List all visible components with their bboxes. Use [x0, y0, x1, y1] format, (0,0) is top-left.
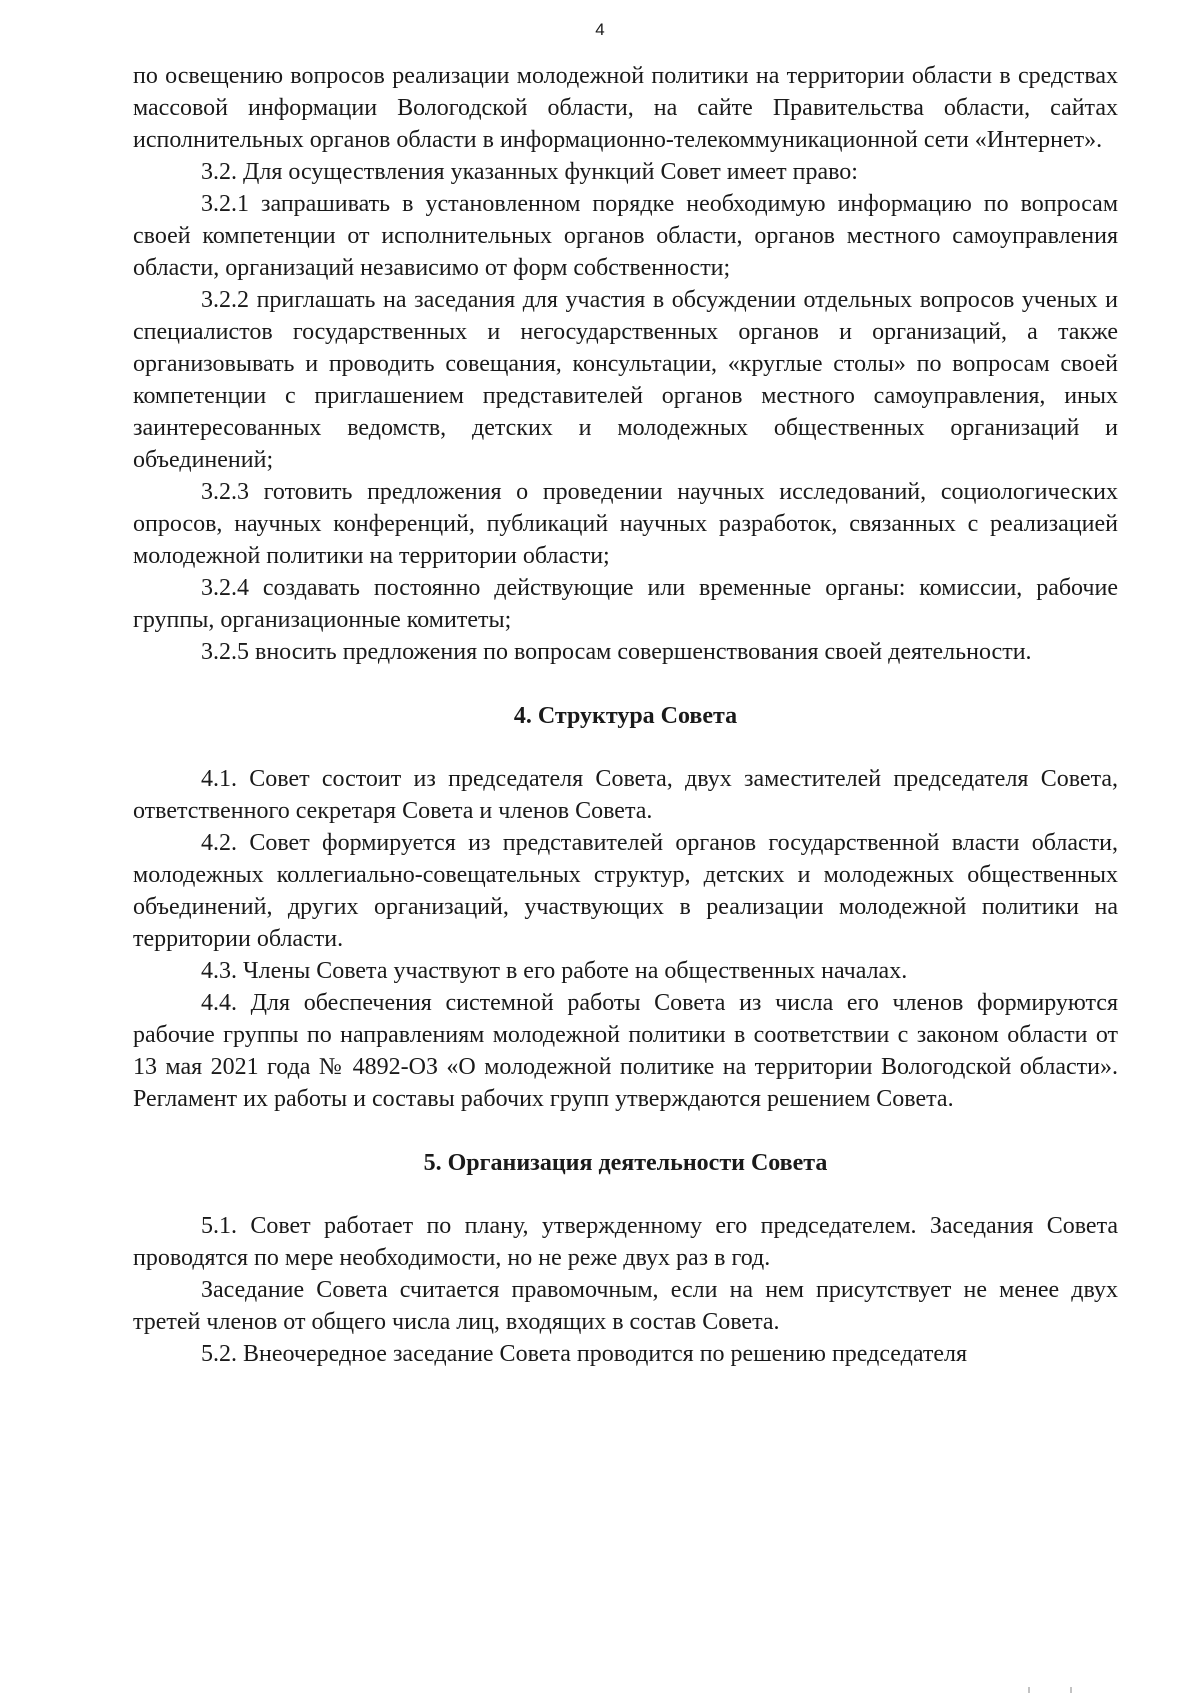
section-4-heading: 4. Структура Совета [513, 703, 738, 729]
paragraph-3-2: 3.2. Для осуществления указанных функций Совет имеет право: [201, 159, 858, 185]
paragraph-3-1-continued: по освещению вопросов реализации молодежной политики на территории области в средствах массовой информации Вологодской области, на сайте Правительства области, сайтах исполнительных органов области в информационно-телекоммуникационной сети «Интернет». [133, 63, 1118, 153]
paragraph-3-2-2: 3.2.2 приглашать на заседания для участия в обсуждении отдельных вопросов ученых и специалистов государственных и негосударственных органов и организаций, а также организовывать и проводить совещания, консультации, «круглые столы» по вопросам своей компетенции с приглашением представителей органов местного самоуправления, иных заинтересованных ведомств, детских и молодежных общественных организаций и объединений; [133, 287, 1118, 473]
section-5-heading: 5. Организация деятельности Совета [423, 1150, 828, 1176]
page-number: 4 [595, 20, 605, 39]
paragraph-3-2-1: 3.2.1 запрашивать в установленном порядке необходимую информацию по вопросам своей компетенции от исполнительных органов области, органов местного самоуправления области, организаций независимо от форм собственности; [133, 191, 1118, 281]
paragraph-3-2-4: 3.2.4 создавать постоянно действующие или временные органы: комиссии, рабочие группы, организационные комитеты; [133, 575, 1118, 633]
paragraph-4-4: 4.4. Для обеспечения системной работы Совета из числа его членов формируются рабочие группы по направлениям молодежной политики в соответствии с законом области от 13 мая 2021 года № 4892-ОЗ «О молодежной политике на территории Вологодской области». Регламент их работы и составы рабочих групп утверждаются решением Совета. [133, 990, 1118, 1112]
scan-artifact [1028, 1687, 1072, 1693]
paragraph-5-1: 5.1. Совет работает по плану, утвержденному его председателем. Заседания Совета проводятся по мере необходимости, но не реже двух раз в год. [133, 1213, 1118, 1271]
paragraph-5-2: 5.2. Внеочередное заседание Совета проводится по решению председателя [201, 1341, 968, 1367]
paragraph-3-2-5: 3.2.5 вносить предложения по вопросам совершенствования своей деятельности. [201, 639, 1032, 665]
paragraph-4-1: 4.1. Совет состоит из председателя Совета, двух заместителей председателя Совета, ответственного секретаря Совета и членов Совета. [133, 766, 1118, 824]
paragraph-4-2: 4.2. Совет формируется из представителей органов государственной власти области, молодежных коллегиально-совещательных структур, детских и молодежных общественных объединений, других организаций, участвующих в реализации молодежной политики на территории области. [133, 830, 1118, 952]
document-body [133, 60, 1118, 1370]
paragraph-4-3: 4.3. Члены Совета участвуют в его работе на общественных началах. [201, 958, 908, 984]
paragraph-3-2-3: 3.2.3 готовить предложения о проведении научных исследований, социологических опросов, научных конференций, публикаций научных разработок, связанных с реализацией молодежной политики на территории области; [133, 479, 1118, 569]
paragraph-5-1-quorum: Заседание Совета считается правомочным, если на нем присутствует не менее двух третей членов от общего числа лиц, входящих в состав Совета. [133, 1277, 1118, 1335]
